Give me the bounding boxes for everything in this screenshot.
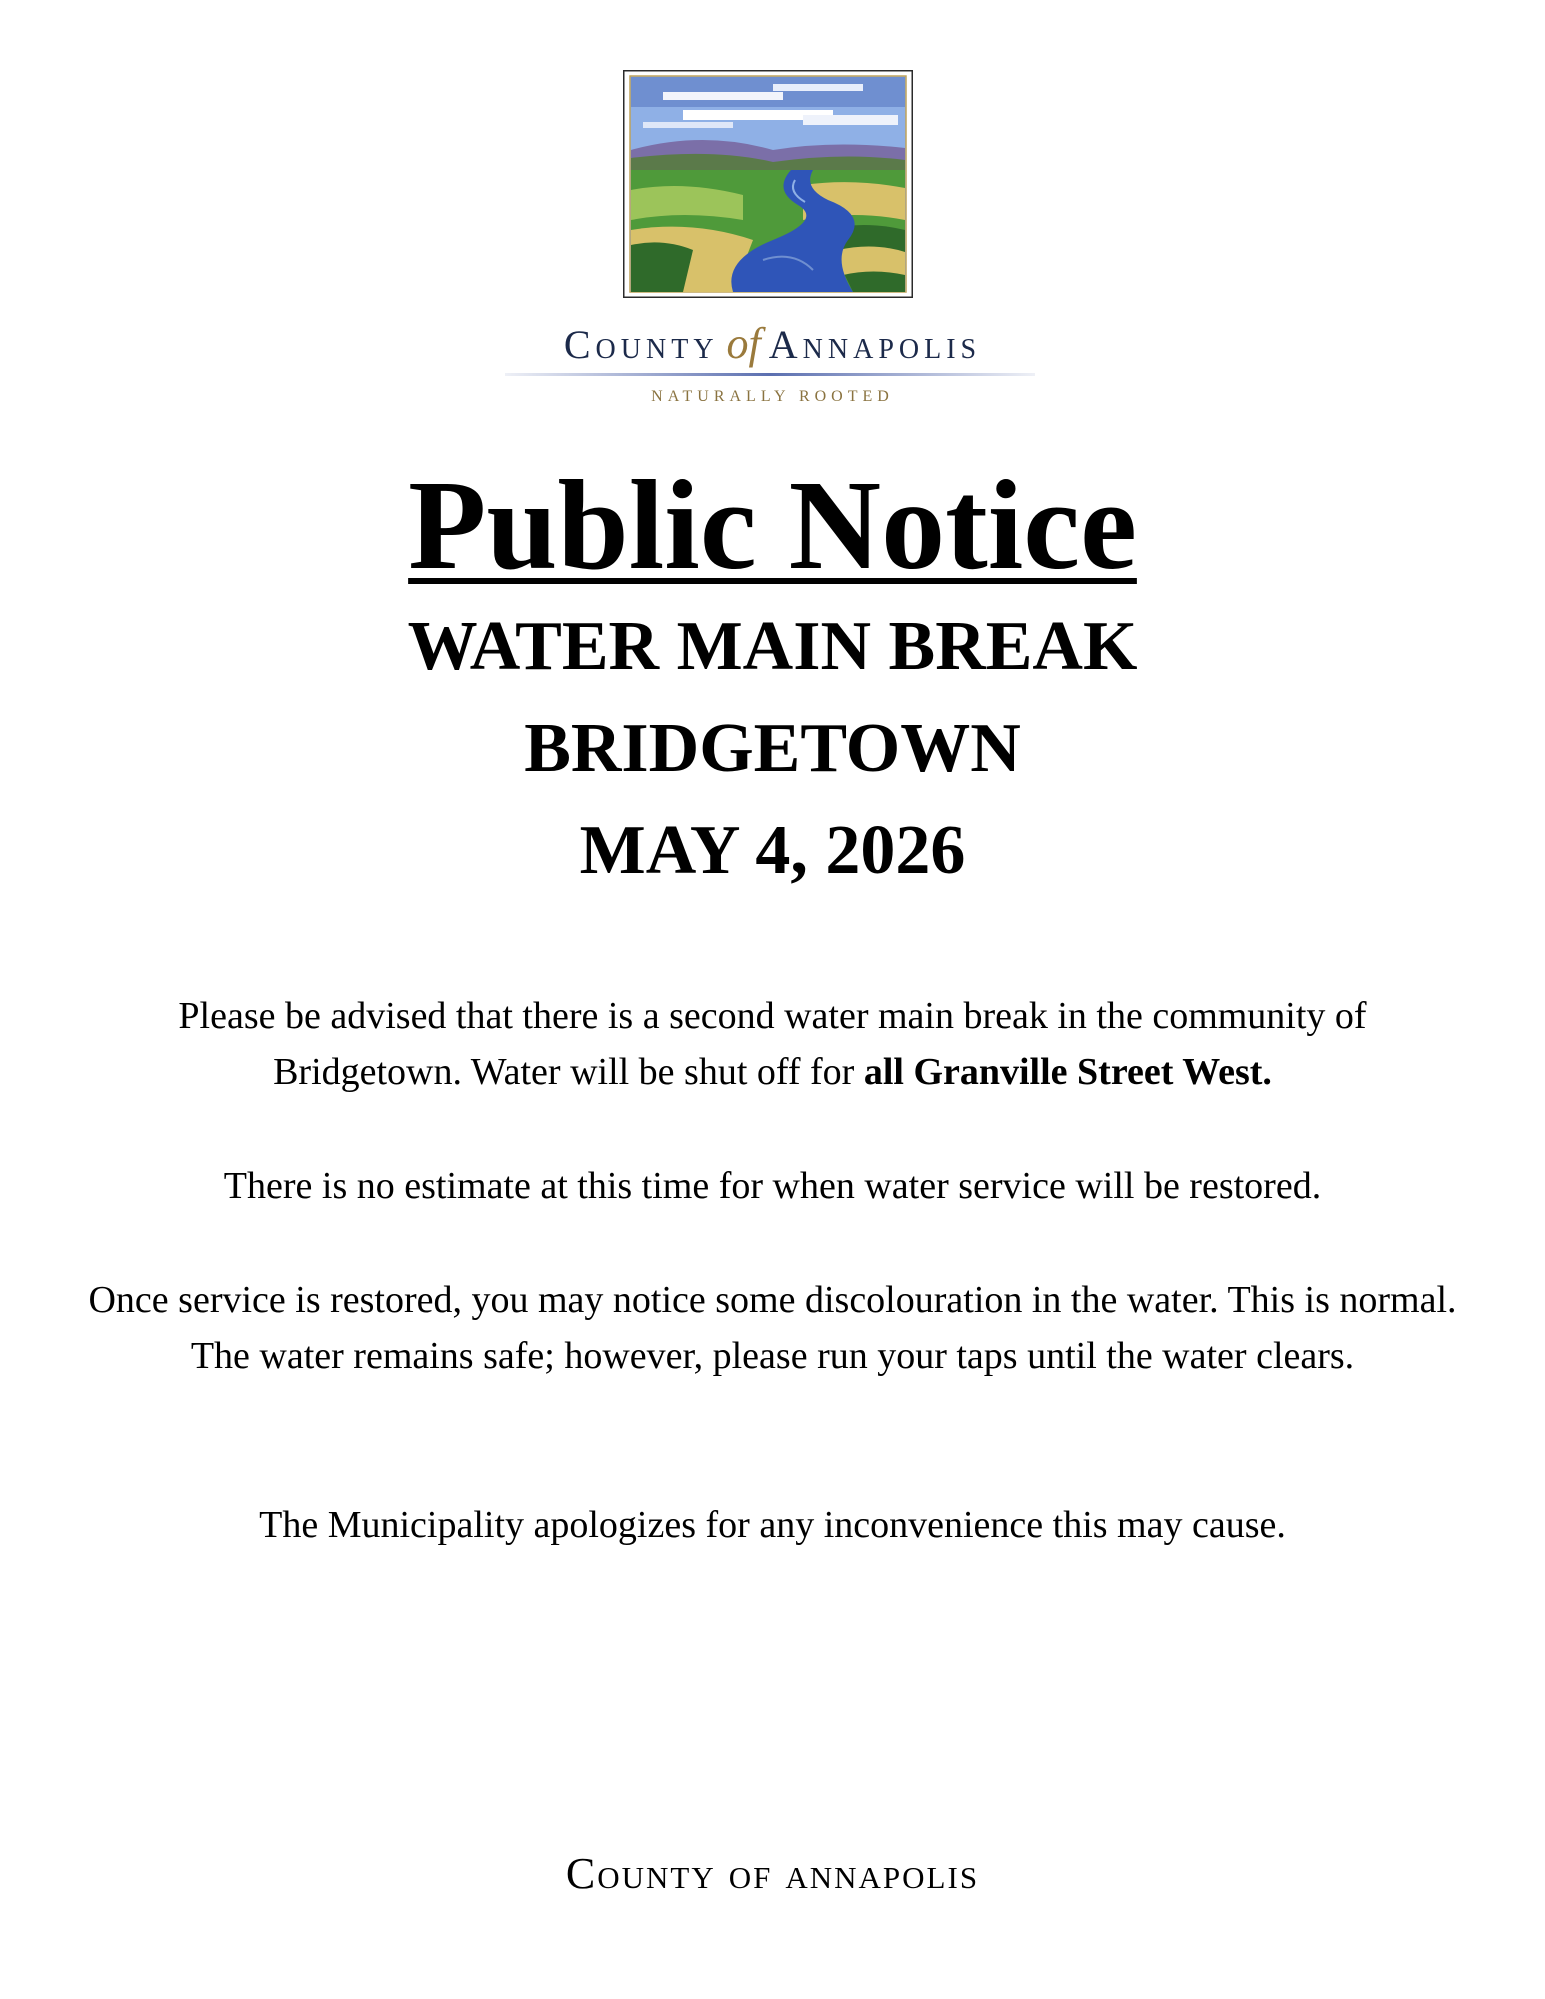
- footer-county-name: County of annapolis: [565, 1849, 980, 1898]
- logo-tagline: NATURALLY ROOTED: [651, 388, 894, 405]
- notice-paragraph-advisory: [80, 988, 1465, 1100]
- notice-paragraph-discolouration: Once service is restored, you may notice some discolouration in the water. This is normal. The water remains safe; however, please run your taps until the water clears.: [88, 1279, 1457, 1377]
- notice-subhead-location: BRIDGETOWN: [524, 710, 1021, 787]
- notice-subhead-date: MAY 4, 2026: [579, 812, 966, 889]
- notice-subhead-event: WATER MAIN BREAK: [407, 608, 1138, 685]
- county-logo-wordmark: [0, 318, 1545, 369]
- notice-paragraph-estimate: There is no estimate at this time for when water service will be restored.: [223, 1165, 1322, 1207]
- logo-wordmark-annapolis: Annapolis: [768, 322, 982, 367]
- notice-title-text: Public Notice: [408, 454, 1137, 596]
- logo-wordmark-county: County: [563, 322, 719, 367]
- advisory-affected-street: all Granville Street West.: [863, 1051, 1272, 1093]
- logo-underline-rule: [505, 373, 1035, 376]
- notice-title: [0, 455, 1545, 596]
- notice-paragraph-apology: The Municipality apologizes for any inconvenience this may cause.: [259, 1504, 1286, 1546]
- county-logo-landscape-image: [623, 70, 913, 298]
- logo-wordmark-of: of: [726, 319, 761, 368]
- advisory-text: Please be advised that there is a second water main break in the community of Bridgetown. Water will be shut off for: [178, 995, 1367, 1093]
